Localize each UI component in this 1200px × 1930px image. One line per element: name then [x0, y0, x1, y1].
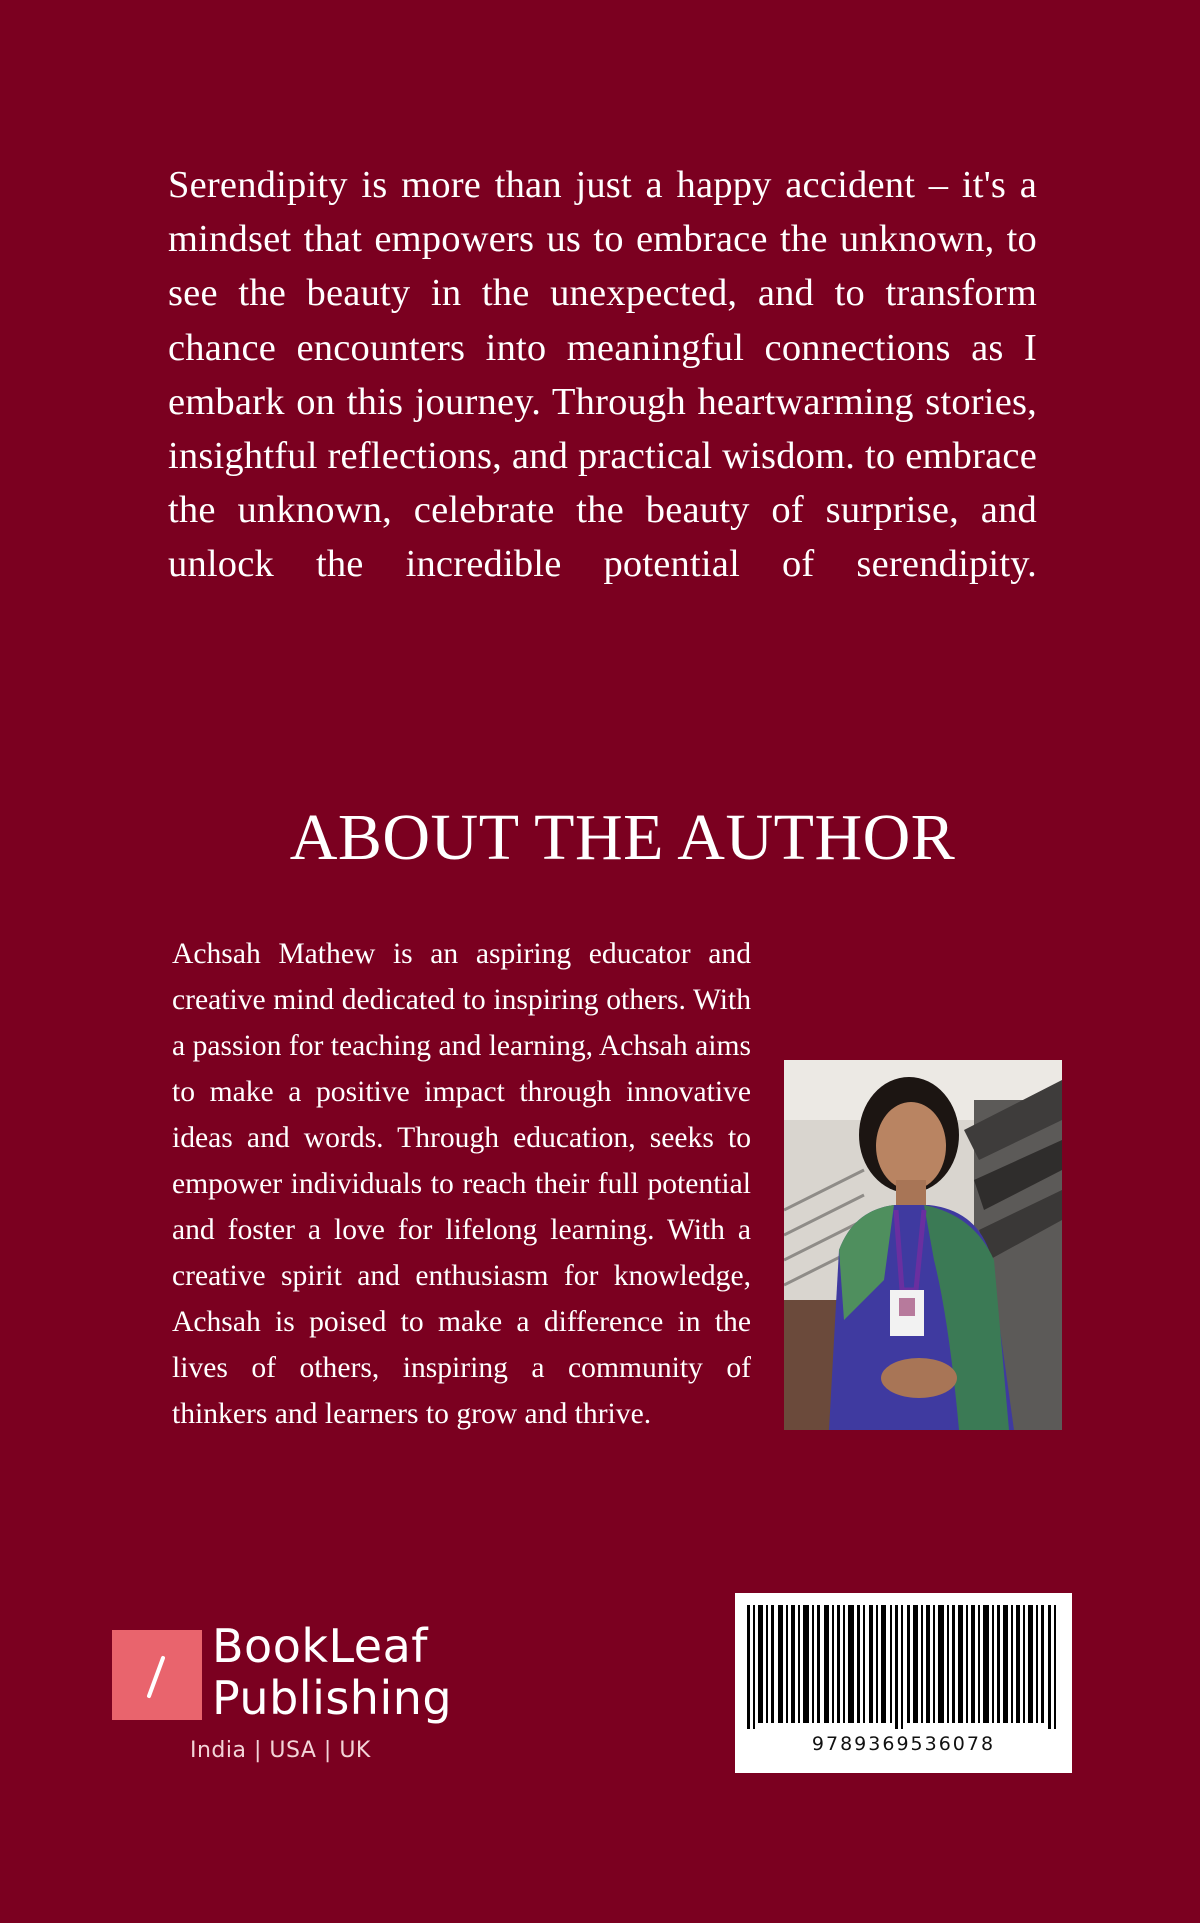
isbn-barcode [735, 1593, 1072, 1773]
author-photo [784, 1060, 1062, 1430]
about-author-heading: ABOUT THE AUTHOR [289, 801, 956, 874]
author-bio: Achsah Mathew is an aspiring educator and creative mind dedicated to inspiring others. With a passion for teaching and learning, Achsah aims to make a positive impact through innovative ideas and words. Through education, seeks to empower individuals to reach their full potential and foster a love for lifelong learning. With a creative spirit and enthusiasm for knowledge, Achsah is poised to make a difference in the lives of others, inspiring a community of thinkers and learners to grow and thrive. [172, 938, 751, 1430]
barcode-bars [735, 1593, 1072, 1733]
isbn-number: 9789369536078 [811, 1733, 996, 1755]
publisher-name-line2: Publishing [212, 1671, 453, 1725]
publisher-name-line1: BookLeaf [212, 1619, 428, 1673]
publisher-locations: India | USA | UK [190, 1738, 371, 1763]
publisher-name [212, 1620, 452, 1724]
book-blurb: Serendipity is more than just a happy accident – it's a mindset that empowers us to embrace the unknown, to see the beauty in the unexpected, and to transform chance encounters into meaningful connections as I embark on this journey. Through heartwarming stories, insightful reflections, and practical wisdom. to embrace the unknown, celebrate the beauty of surprise, and unlock the incredible potential of serendipity. [168, 164, 1037, 586]
slash-logo-icon [112, 1630, 202, 1720]
